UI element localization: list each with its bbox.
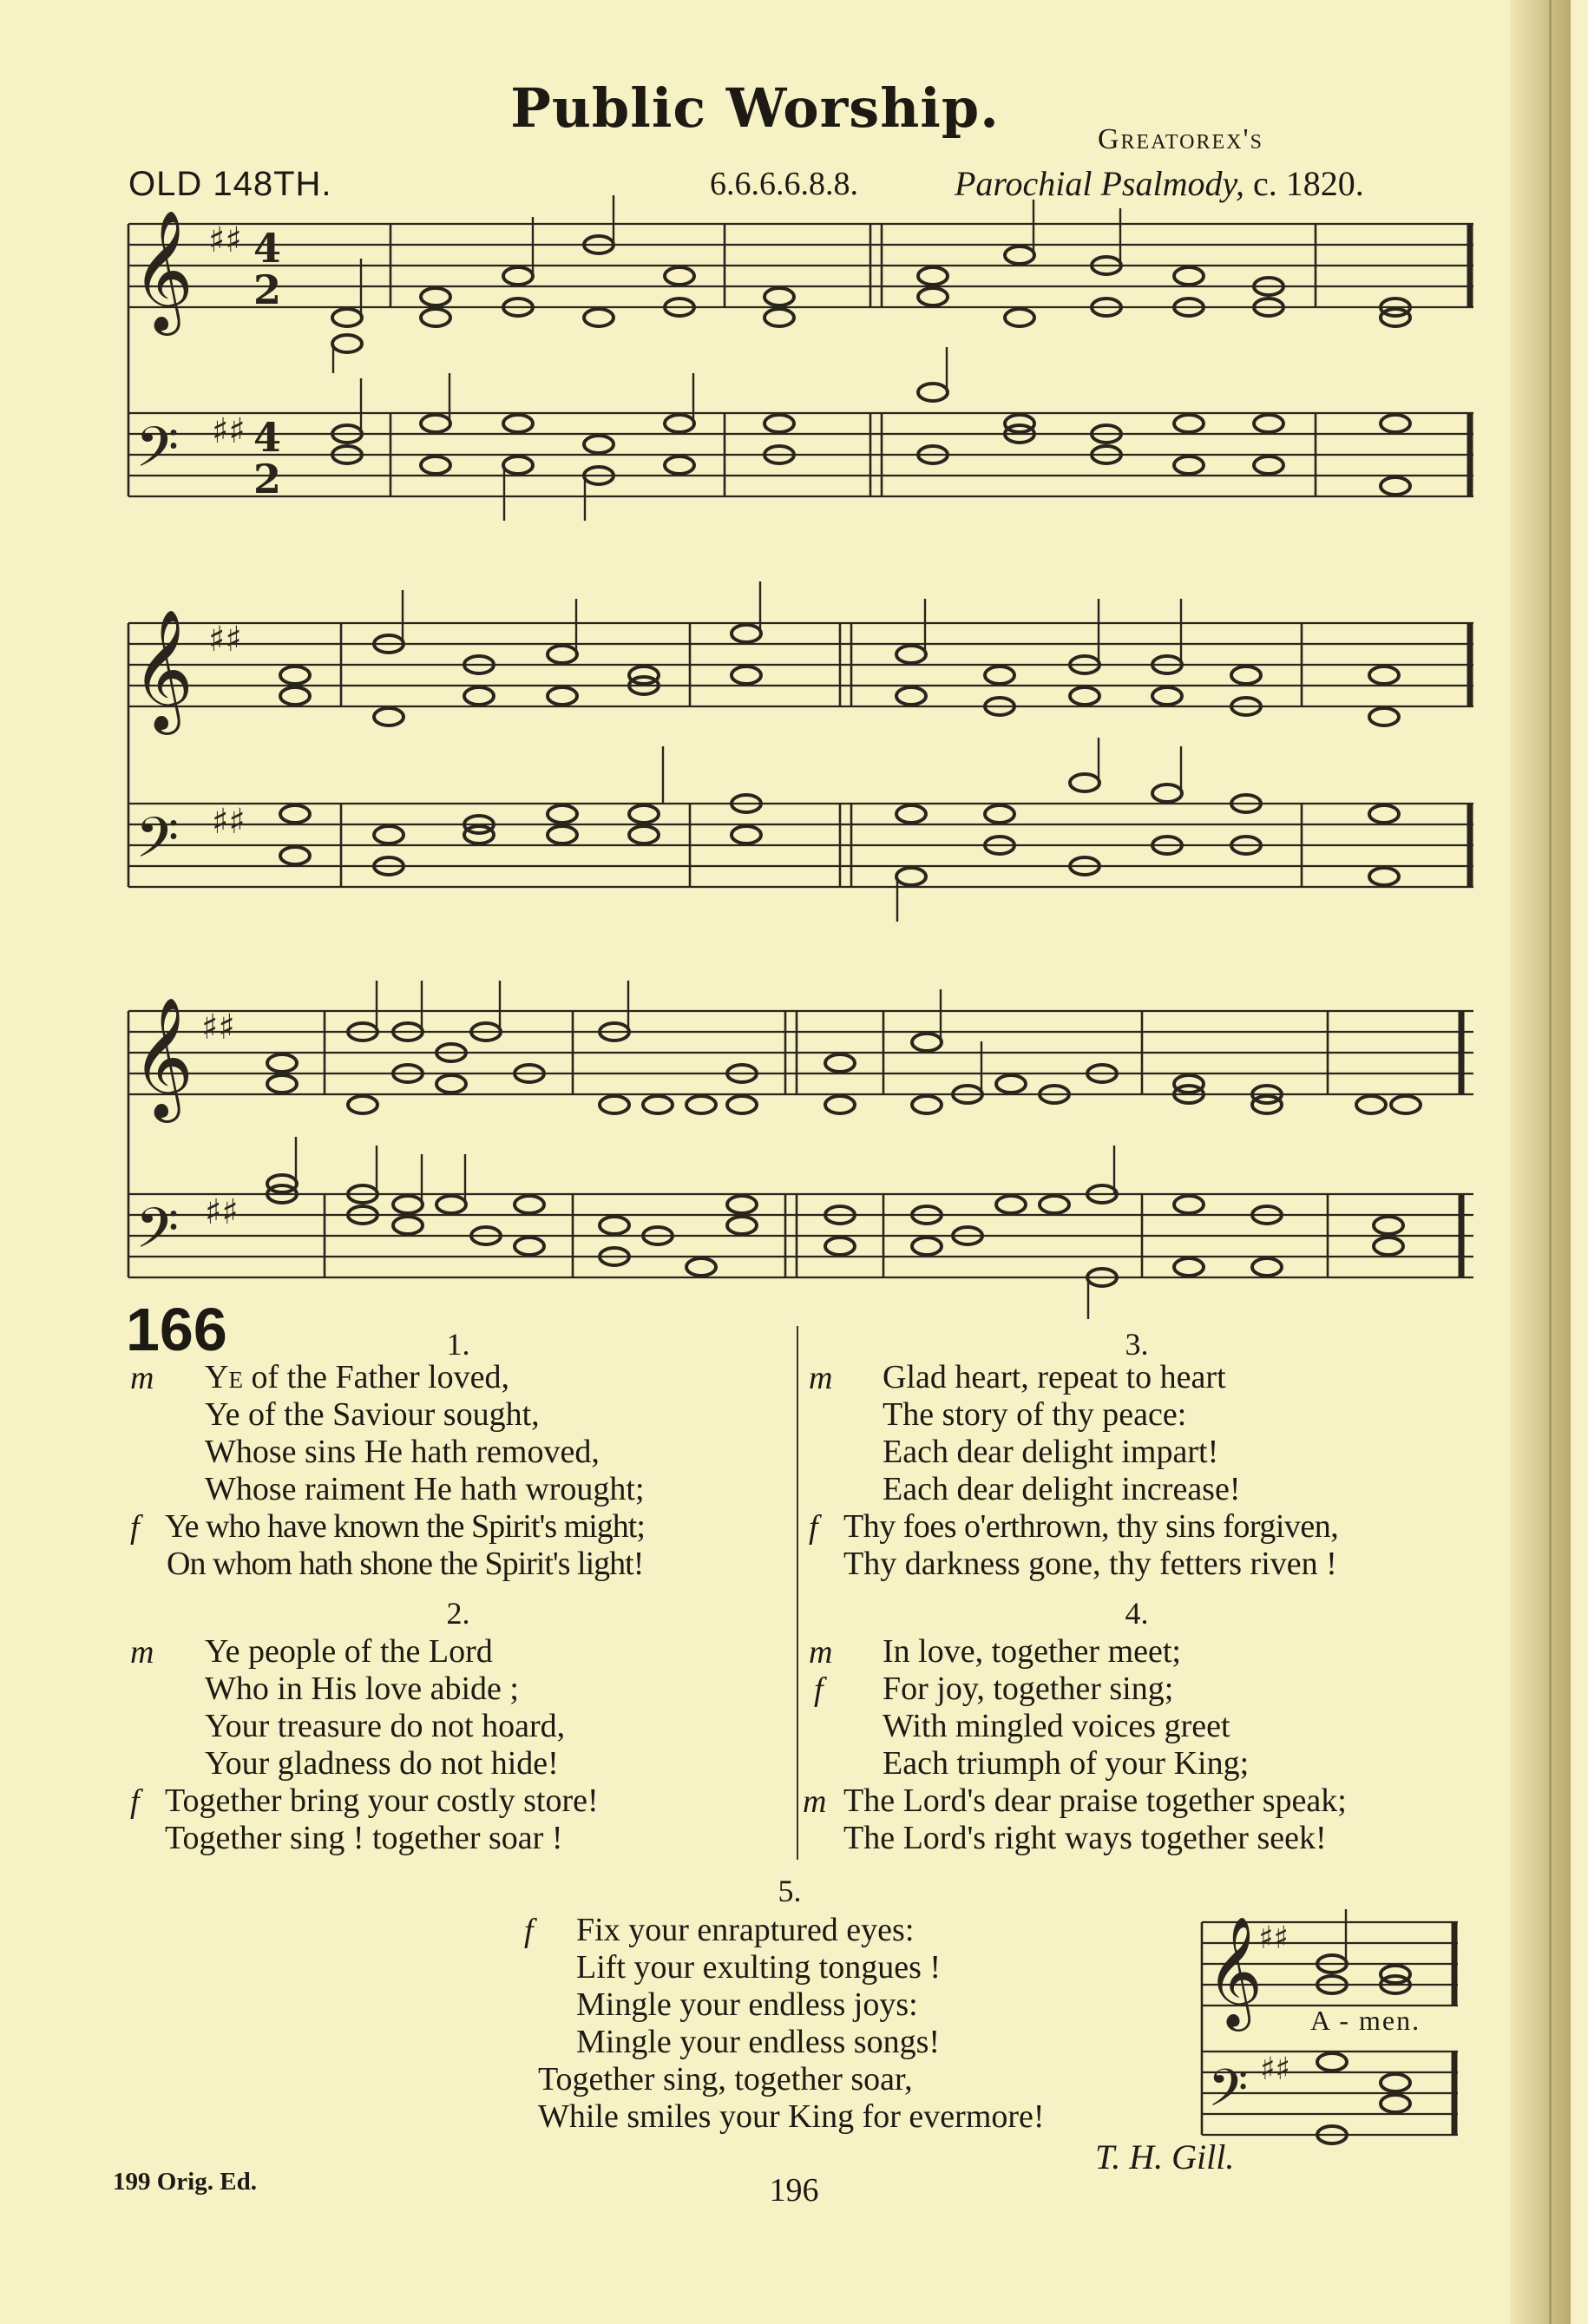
stanza-4-dyn-5: m bbox=[803, 1783, 827, 1820]
hymn-author: T. H. Gill. bbox=[1095, 2137, 1235, 2176]
section-title: Public Worship. bbox=[510, 76, 1000, 140]
amen-key-sharps: ♯♯ bbox=[1258, 1920, 1289, 1956]
treble-staff-2 bbox=[128, 623, 1473, 706]
stanza-1-line-1-first: Ye bbox=[205, 1359, 243, 1395]
stanza-1-line-1 bbox=[205, 1359, 509, 1396]
time-sig-bottom: 2 bbox=[253, 266, 282, 313]
stanza-1-line-3: Whose sins He hath removed, bbox=[205, 1434, 600, 1470]
stanza-2-dyn-5: f bbox=[130, 1783, 140, 1820]
stanza-5-dyn-1: f bbox=[524, 1913, 534, 1949]
page-number: 196 bbox=[769, 2172, 819, 2209]
stanza-2-line-5: Together bring your costly store! bbox=[165, 1782, 599, 1819]
stanza-3-line-6: Thy darkness gone, thy fetters riven ! bbox=[843, 1546, 1337, 1582]
stanza-4-line-4: Each triumph of your King; bbox=[883, 1745, 1250, 1782]
stanza-3-line-2: The story of thy peace: bbox=[883, 1396, 1187, 1433]
system-3 bbox=[128, 981, 1473, 1319]
stanza-4-line-5: The Lord's dear praise together speak; bbox=[843, 1782, 1347, 1819]
stanza-5-line-3: Mingle your endless joys: bbox=[576, 1986, 918, 2023]
stanza-4-line-3: With mingled voices greet bbox=[883, 1708, 1230, 1744]
amen-bass-clef: 𝄢 bbox=[1208, 2058, 1249, 2130]
stanza-5-line-2: Lift your exulting tongues ! bbox=[576, 1949, 942, 1986]
key-sharps-bass-3: ♯♯ bbox=[205, 1192, 239, 1232]
stanza-3-line-4: Each dear delight increase! bbox=[883, 1471, 1241, 1507]
stanza-5-number: 5. bbox=[778, 1874, 802, 1908]
time-sig-top-bass: 4 bbox=[253, 414, 282, 461]
bass-clef-1: 𝄢 bbox=[135, 416, 180, 494]
bass-clef-3: 𝄢 bbox=[135, 1197, 180, 1275]
treble-clef-3: 𝄞 bbox=[132, 997, 194, 1118]
amen-label: A - men. bbox=[1310, 2005, 1421, 2036]
stanza-2-line-6: Together sing ! together soar ! bbox=[165, 1820, 563, 1856]
stanza-1-line-2: Ye of the Saviour sought, bbox=[205, 1396, 540, 1433]
book-spine bbox=[1510, 0, 1571, 2324]
stanza-3-dyn-5: f bbox=[809, 1509, 818, 1546]
key-sharps-2: ♯♯ bbox=[208, 620, 242, 660]
system-1 bbox=[128, 195, 1473, 521]
stanza-2-dyn-1: m bbox=[130, 1634, 154, 1671]
treble-clef-2: 𝄞 bbox=[132, 609, 194, 730]
stanza-4-line-6: The Lord's right ways together seek! bbox=[843, 1820, 1327, 1856]
time-sig-bottom-bass: 2 bbox=[253, 456, 282, 502]
system-2 bbox=[128, 581, 1473, 922]
amen-treble-clef: 𝄞 bbox=[1206, 1915, 1263, 2026]
stanza-4-dyn-2: f bbox=[814, 1671, 824, 1708]
stanza-3-dyn-1: m bbox=[809, 1360, 833, 1396]
stanza-4-line-2: For joy, together sing; bbox=[883, 1671, 1174, 1707]
stanza-2-number: 2. bbox=[446, 1596, 470, 1631]
edition-note: 199 Orig. Ed. bbox=[113, 2168, 257, 2196]
stanza-2-line-1: Ye people of the Lord bbox=[205, 1633, 493, 1670]
stanza-2-line-4: Your gladness do not hide! bbox=[205, 1745, 559, 1782]
stanza-2-line-2: Who in His love abide ; bbox=[205, 1671, 519, 1707]
key-sharps-bass-2: ♯♯ bbox=[212, 802, 246, 842]
stanza-1-number: 1. bbox=[446, 1327, 470, 1362]
stanza-2-line-3: Your treasure do not hoard, bbox=[205, 1708, 566, 1744]
key-sharps-bass-1: ♯♯ bbox=[212, 411, 246, 451]
treble-staff-3 bbox=[128, 1011, 1473, 1094]
meter: 6.6.6.6.8.8. bbox=[710, 166, 858, 202]
stanza-1-dyn-1: m bbox=[130, 1360, 154, 1396]
stanza-1-line-4: Whose raiment He hath wrought; bbox=[205, 1471, 645, 1507]
stanza-1-line-6: On whom hath shone the Spirit's light! bbox=[167, 1546, 644, 1582]
bass-staff-2 bbox=[128, 804, 1473, 887]
stanza-4-line-1: In love, together meet; bbox=[883, 1633, 1181, 1670]
spine-edge bbox=[1549, 0, 1552, 2324]
stanza-3-number: 3. bbox=[1125, 1327, 1149, 1362]
stanza-1-line-5: Ye who have known the Spirit's might; bbox=[165, 1508, 645, 1545]
bass-staff-1 bbox=[128, 413, 1473, 496]
bass-clef-2: 𝄢 bbox=[135, 806, 180, 884]
key-sharps-3: ♯♯ bbox=[201, 1008, 235, 1047]
source-work-title: Parochial Psalmody, bbox=[955, 164, 1245, 203]
tune-name: OLD 148TH. bbox=[128, 165, 332, 203]
stanza-4-dyn-1: m bbox=[809, 1634, 833, 1671]
source-date: c. 1820. bbox=[1253, 164, 1364, 203]
stanza-3-line-5: Thy foes o'erthrown, thy sins forgiven, bbox=[843, 1508, 1339, 1545]
stanza-5-line-4: Mingle your endless songs! bbox=[576, 2024, 941, 2060]
treble-clef-1: 𝄞 bbox=[132, 210, 194, 331]
time-sig-top: 4 bbox=[253, 225, 282, 272]
stanza-5-line-5: Together sing, together soar, bbox=[538, 2061, 913, 2098]
stanza-3-line-1: Glad heart, repeat to heart bbox=[883, 1359, 1226, 1395]
amen-key-sharps-bass: ♯♯ bbox=[1260, 2052, 1290, 2087]
stanza-5-line-6: While smiles your King for evermore! bbox=[538, 2098, 1045, 2135]
stanza-1-dyn-5: f bbox=[130, 1509, 140, 1546]
stanza-3-line-3: Each dear delight impart! bbox=[883, 1434, 1219, 1470]
key-sharps-1: ♯♯ bbox=[208, 220, 242, 260]
hymn-number: 166 bbox=[126, 1296, 227, 1363]
stanza-1-line-1-rest: of the Father loved, bbox=[242, 1359, 510, 1395]
column-divider bbox=[797, 1326, 798, 1860]
stanza-5-line-1: Fix your enraptured eyes: bbox=[576, 1912, 915, 1948]
source-author: Greatorex's bbox=[1098, 123, 1263, 155]
stanza-4-number: 4. bbox=[1125, 1596, 1149, 1631]
